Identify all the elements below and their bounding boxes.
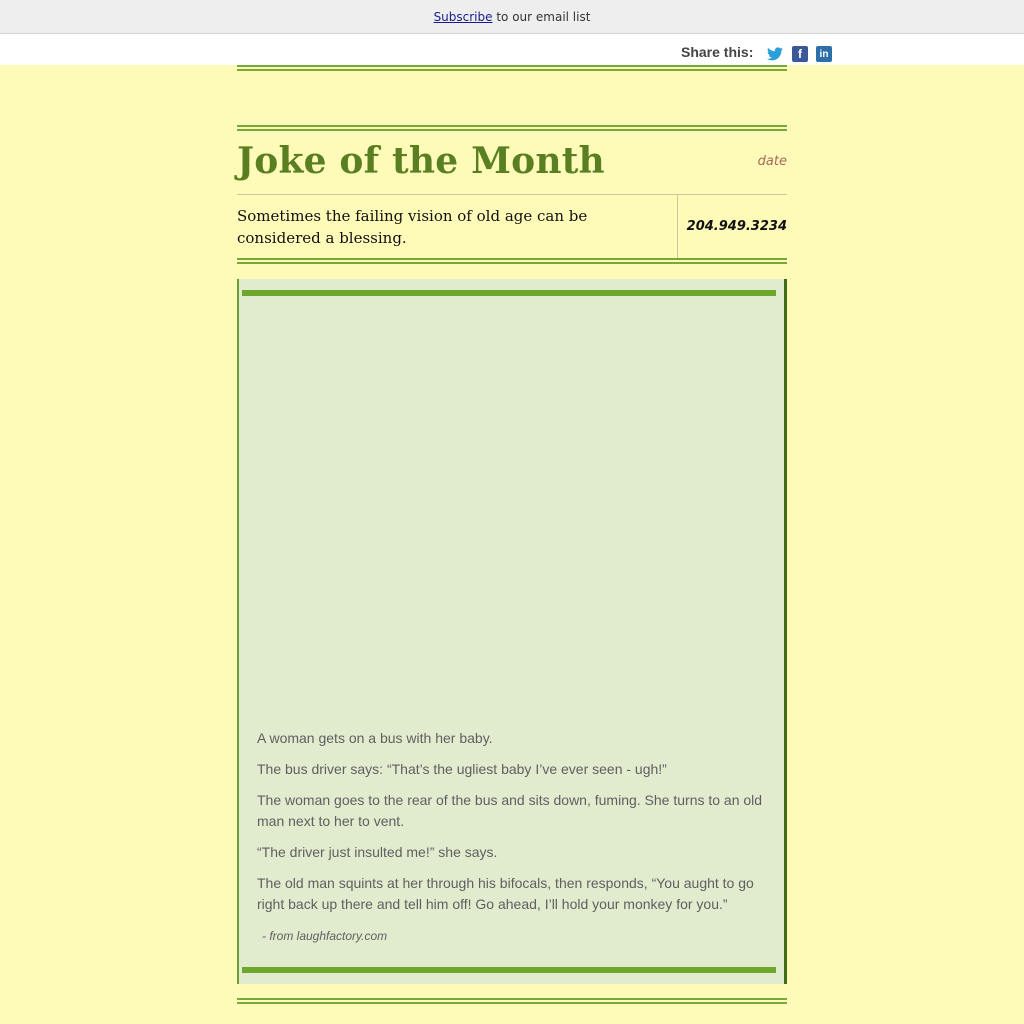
- joke-paragraph: The old man squints at her through his bifocals, then responds, “You aught to go right back up there and tell him off! Go ahead, I’ll hold your monkey for you.”: [257, 875, 754, 912]
- vertical-separator: [677, 195, 678, 259]
- divider-mid: [237, 258, 787, 264]
- subscribe-bar: [0, 0, 1024, 34]
- joke-paragraph: The bus driver says: “That’s the ugliest baby I’ve ever seen - ugh!”: [257, 761, 667, 777]
- page-title: Joke of the Month: [237, 140, 605, 182]
- share-bar: [0, 34, 1024, 65]
- facebook-icon[interactable]: f: [792, 46, 808, 62]
- joke-paragraph: A woman gets on a bus with her baby.: [257, 730, 493, 746]
- joke-paragraph: The woman goes to the rear of the bus and sits down, fuming. She turns to an old man next to her to vent.: [257, 792, 763, 829]
- twitter-icon[interactable]: [767, 46, 783, 62]
- divider-top: [237, 65, 787, 71]
- panel-bottom-bar: [242, 967, 776, 973]
- panel-top-bar: [242, 290, 776, 296]
- divider-bottom: [237, 998, 787, 1004]
- tagline: Sometimes the failing vision of old age can be considered a blessing.: [237, 207, 588, 247]
- joke-panel: [237, 279, 787, 984]
- joke-credit: - from laughfactory.com: [262, 929, 388, 943]
- linkedin-icon[interactable]: in: [816, 46, 832, 62]
- subscribe-link[interactable]: Subscribe: [433, 10, 493, 24]
- joke-paragraph: “The driver just insulted me!” she says.: [257, 844, 498, 860]
- joke-text: [257, 728, 772, 925]
- share-label: Share this:: [681, 44, 754, 60]
- divider-header: [237, 125, 787, 131]
- header-rule: [237, 194, 787, 195]
- date-label: date: [757, 154, 787, 169]
- subscribe-text: to our email list: [492, 10, 591, 24]
- phone-number[interactable]: 204.949.3234: [686, 219, 787, 234]
